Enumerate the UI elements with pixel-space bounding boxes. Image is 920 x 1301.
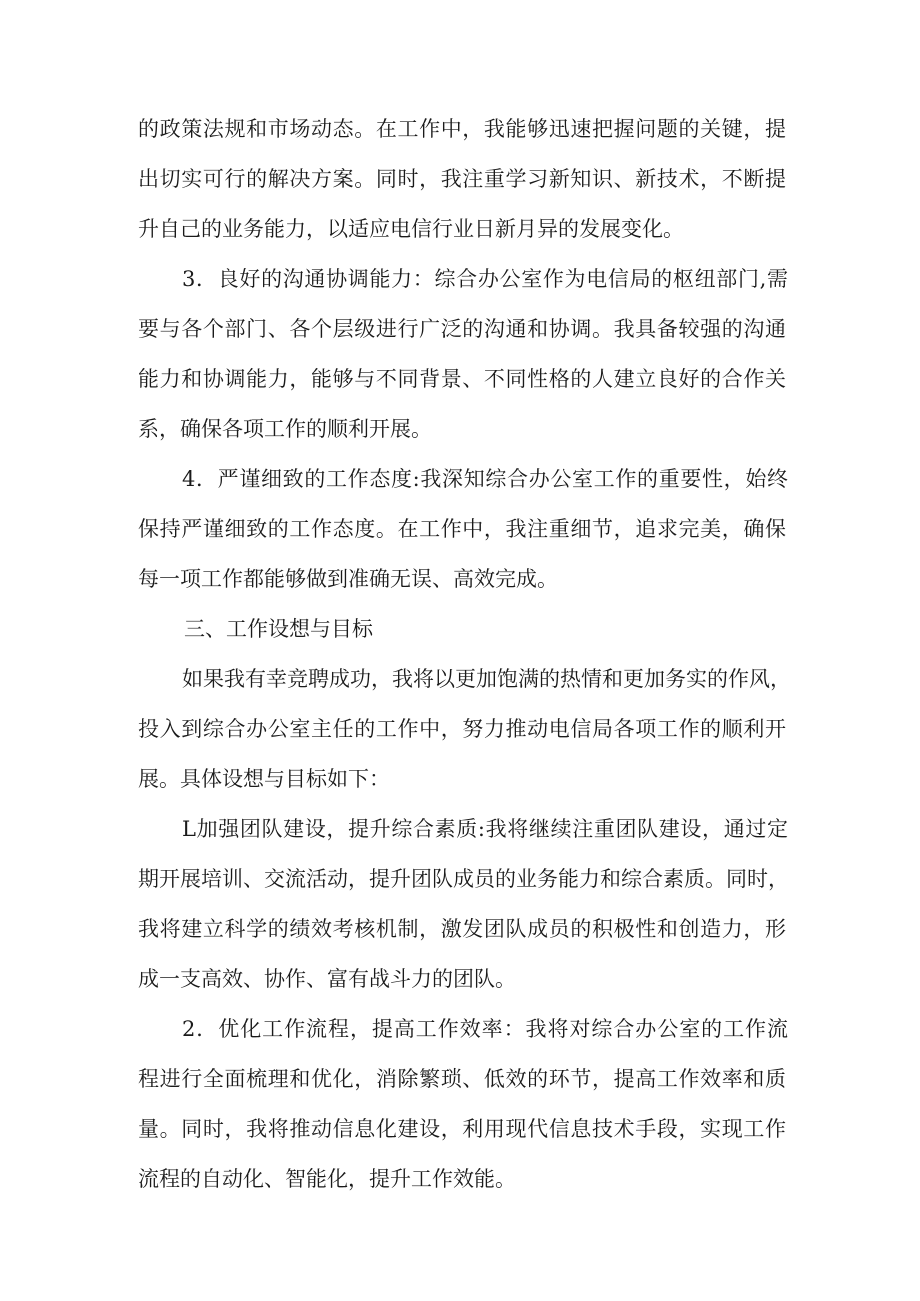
heading-text: 三、工作设想与目标 bbox=[184, 617, 373, 641]
text-line: 出切实可行的解决方案。同时，我注重学习新知识、新技术，不断提 bbox=[138, 167, 786, 191]
text-line: 升自己的业务能力，以适应电信行业日新月异的发展变化。 bbox=[138, 217, 684, 241]
text-line: 量。同时，我将推动信息化建设，利用现代信息技术手段，实现工作 bbox=[138, 1117, 786, 1141]
text-line: 每一项工作都能够做到准确无误、高效完成。 bbox=[138, 567, 558, 591]
text-line: 投入到综合办公室主任的工作中，努力推动电信局各项工作的顺利开 bbox=[138, 717, 786, 741]
text-line: 能力和协调能力，能够与不同背景、不同性格的人建立良好的合作关 bbox=[138, 367, 786, 391]
text-line: 成一支高效、协作、富有战斗力的团队。 bbox=[138, 967, 516, 991]
text-line: 保持严谨细致的工作态度。在工作中，我注重细节，追求完美，确保 bbox=[138, 517, 786, 541]
text-line: 2．优化工作流程，提高工作效率：我将对综合办公室的工作流 bbox=[182, 1017, 788, 1041]
text-line: 程进行全面梳理和优化，消除繁琐、低效的环节，提高工作效率和质 bbox=[138, 1067, 786, 1091]
text-line: 展。具体设想与目标如下： bbox=[138, 767, 390, 791]
text-line: 要与各个部门、各个层级进行广泛的沟通和协调。我具备较强的沟通 bbox=[138, 317, 786, 341]
text-line: 流程的自动化、智能化，提升工作效能。 bbox=[138, 1167, 516, 1191]
text-line: 期开展培训、交流活动，提升团队成员的业务能力和综合素质。同时， bbox=[138, 867, 789, 891]
text-line: 系，确保各项工作的顺利开展。 bbox=[138, 417, 432, 441]
text-line: 的政策法规和市场动态。在工作中，我能够迅速把握问题的关键，提 bbox=[138, 117, 786, 141]
text-line: 我将建立科学的绩效考核机制，激发团队成员的积极性和创造力，形 bbox=[138, 917, 786, 941]
text-line: 如果我有幸竞聘成功，我将以更加饱满的热情和更加务实的作风， bbox=[182, 667, 791, 691]
text-line: 4．严谨细致的工作态度:我深知综合办公室工作的重要性，始终 bbox=[182, 467, 788, 491]
text-line: L加强团队建设，提升综合素质:我将继续注重团队建设，通过定 bbox=[182, 817, 788, 841]
text-line: 3．良好的沟通协调能力：综合办公室作为电信局的枢纽部门,需 bbox=[182, 267, 788, 291]
